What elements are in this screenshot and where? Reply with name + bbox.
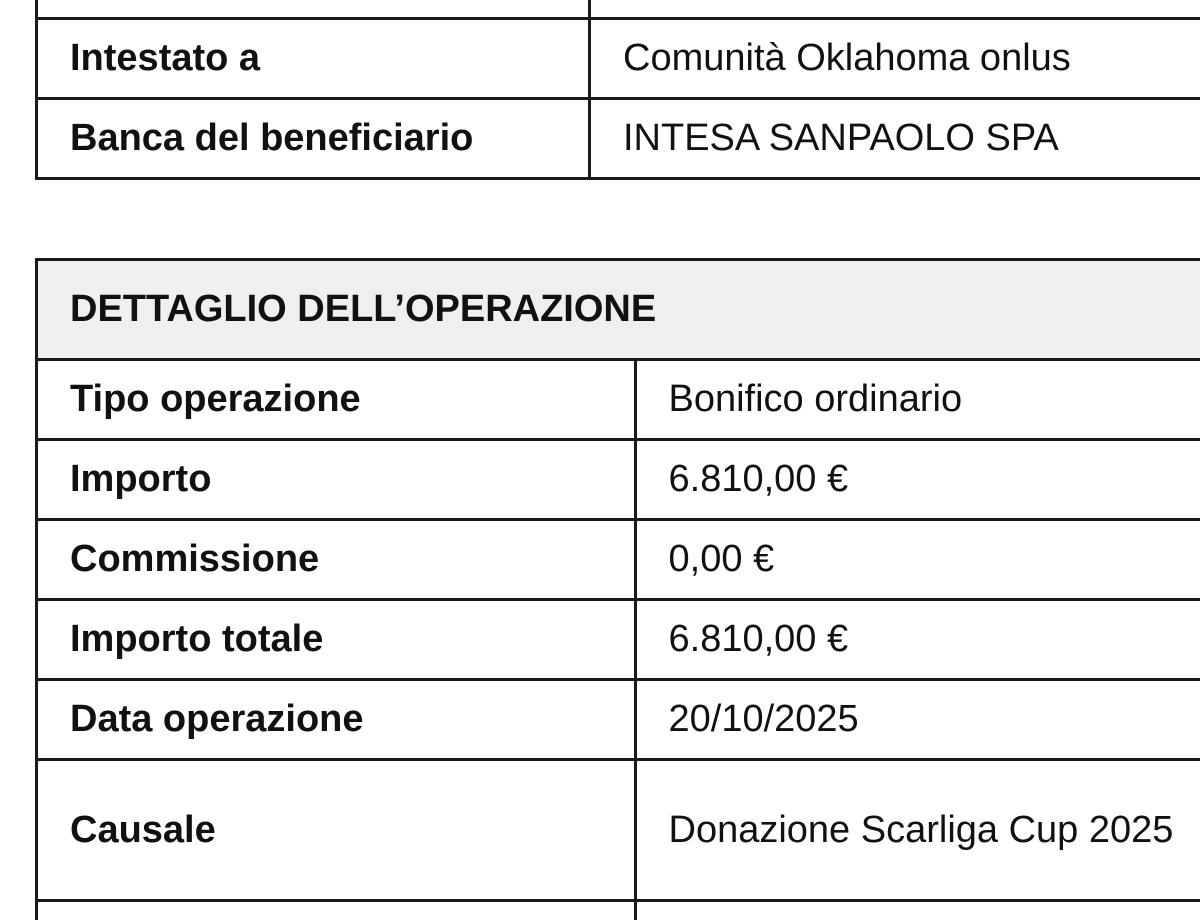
row-value-operation-date: 20/10/2025 — [635, 680, 1200, 760]
row-label — [37, 0, 590, 19]
table-row — [37, 440, 1200, 520]
row-label-amount: Importo — [37, 440, 636, 520]
table-row — [37, 760, 1200, 901]
table-row — [37, 99, 1200, 179]
row-label-fee: Commissione — [37, 520, 636, 600]
row-label-account-holder: Intestato a — [37, 19, 590, 99]
table-row — [37, 0, 1200, 19]
table-header-row — [37, 260, 1200, 360]
row-label-total-amount: Importo totale — [37, 600, 636, 680]
row-label-beneficiary-bank: Banca del beneficiario — [37, 99, 590, 179]
table-row — [37, 901, 1200, 920]
row-label-operation-type: Tipo operazione — [37, 360, 636, 440]
row-value-operation-type: Bonifico ordinario — [635, 360, 1200, 440]
table-row — [37, 520, 1200, 600]
row-label — [37, 901, 636, 920]
table-row — [37, 680, 1200, 760]
table-row — [37, 360, 1200, 440]
section-heading: DETTAGLIO DELL’OPERAZIONE — [37, 260, 1200, 360]
row-value — [635, 901, 1200, 920]
row-value-account-holder: Comunità Oklahoma onlus — [590, 19, 1200, 99]
row-value-beneficiary-bank: INTESA SANPAOLO SPA — [590, 99, 1200, 179]
row-value-payment-reason: Donazione Scarliga Cup 2025 — [635, 760, 1200, 901]
operation-details-table — [35, 258, 1200, 920]
table-row — [37, 19, 1200, 99]
beneficiary-table — [35, 0, 1200, 180]
row-value-total-amount: 6.810,00 € — [635, 600, 1200, 680]
row-label-payment-reason: Causale — [37, 760, 636, 901]
row-label-operation-date: Data operazione — [37, 680, 636, 760]
table-row — [37, 600, 1200, 680]
row-value-amount: 6.810,00 € — [635, 440, 1200, 520]
row-value-fee: 0,00 € — [635, 520, 1200, 600]
row-value — [590, 0, 1200, 19]
